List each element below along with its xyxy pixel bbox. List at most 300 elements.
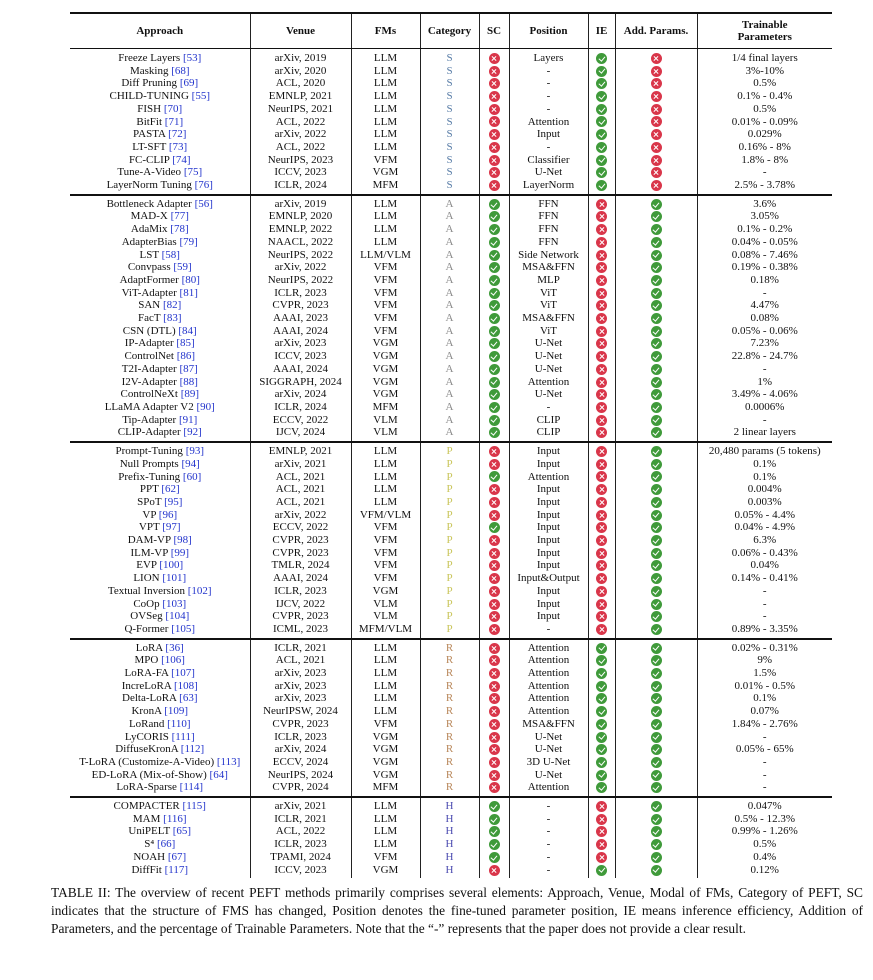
citation-link[interactable]: [95] (164, 495, 183, 508)
approach-cell (70, 825, 250, 838)
trainable-params-cell: 1/4 final layers (697, 49, 832, 65)
citation-link[interactable]: [78] (170, 223, 189, 236)
venue-cell: AAAI, 2024 (250, 572, 351, 585)
check-icon (596, 78, 607, 89)
citation-link[interactable]: [110] (167, 717, 191, 730)
cross-icon (489, 643, 500, 654)
check-icon (596, 66, 607, 77)
position-cell: Attention (509, 639, 588, 655)
add-params-cell (615, 743, 697, 756)
check-icon (651, 427, 662, 438)
ie-cell (588, 769, 615, 782)
citation-link[interactable]: [115] (182, 800, 206, 813)
check-icon (596, 757, 607, 768)
venue-cell: AAAI, 2024 (250, 325, 351, 338)
add-params-cell (615, 610, 697, 623)
citation-link[interactable]: [99] (170, 546, 190, 559)
citation-link[interactable]: [113] (216, 755, 241, 768)
ie-cell (588, 718, 615, 731)
add-params-cell (615, 667, 697, 680)
ie-cell (588, 116, 615, 129)
trainable-params-cell: - (697, 363, 832, 376)
citation-link[interactable]: [83] (163, 312, 182, 325)
table-row (70, 534, 832, 547)
check-icon (651, 826, 662, 837)
citation-link[interactable]: [53] (182, 52, 202, 64)
citation-link[interactable]: [71] (164, 115, 184, 128)
sc-cell (479, 249, 509, 262)
approach-cell (70, 350, 250, 363)
sc-cell (479, 236, 509, 249)
citation-link[interactable]: [97] (162, 521, 181, 534)
trainable-params-cell: 0.1% (697, 471, 832, 484)
cross-icon (596, 497, 607, 508)
check-icon (651, 706, 662, 717)
approach-name: Masking (129, 64, 169, 77)
position-cell: - (509, 77, 588, 90)
citation-link[interactable]: [79] (179, 235, 198, 248)
cross-icon (596, 484, 607, 495)
sc-cell (479, 376, 509, 389)
fms-cell: VFM (351, 534, 420, 547)
citation-link[interactable]: [96] (158, 508, 178, 521)
trainable-params-cell: 0.05% - 4.4% (697, 509, 832, 522)
trainable-params-cell: 0.5% (697, 838, 832, 851)
cross-icon (489, 104, 500, 115)
citation-link[interactable]: [106] (161, 654, 185, 667)
header-fms: FMs (351, 13, 420, 49)
approach-cell (70, 236, 250, 249)
position-cell: - (509, 65, 588, 78)
position-cell: U-Net (509, 166, 588, 179)
table-row (70, 116, 832, 129)
citation-link[interactable]: [80] (181, 273, 200, 286)
fms-cell: VFM/VLM (351, 509, 420, 522)
approach-name: AdapterBias (121, 235, 177, 248)
citation-link[interactable]: [103] (162, 597, 187, 610)
citation-link[interactable]: [93] (185, 445, 205, 458)
table-row (70, 458, 832, 471)
ie-cell (588, 103, 615, 116)
check-icon (651, 288, 662, 299)
position-cell: Input (509, 521, 588, 534)
check-icon (489, 402, 500, 413)
cross-icon (596, 599, 607, 610)
trainable-params-cell: 0.4% (697, 851, 832, 864)
header-sc: SC (479, 13, 509, 49)
citation-link[interactable]: [81] (179, 286, 198, 299)
category-cell: P (420, 585, 479, 598)
ie-cell (588, 598, 615, 611)
approach-cell (70, 179, 250, 195)
check-icon (489, 377, 500, 388)
add-params-cell (615, 654, 697, 667)
check-icon (651, 535, 662, 546)
fms-cell: VGM (351, 337, 420, 350)
category-cell: A (420, 363, 479, 376)
add-params-cell (615, 414, 697, 427)
position-cell: Input (509, 442, 588, 458)
approach-cell (70, 287, 250, 300)
cross-icon (596, 814, 607, 825)
check-icon (489, 351, 500, 362)
position-cell: Input (509, 534, 588, 547)
position-cell: Attention (509, 781, 588, 797)
check-icon (651, 250, 662, 261)
category-cell: S (420, 103, 479, 116)
cross-icon (596, 300, 607, 311)
position-cell: CLIP (509, 426, 588, 442)
header-trainable-params: Trainable Parameters (697, 13, 832, 49)
check-icon (596, 643, 607, 654)
table-row (70, 559, 832, 572)
check-icon (596, 655, 607, 666)
ie-cell (588, 813, 615, 826)
approach-cell (70, 639, 250, 655)
fms-cell: LLM (351, 116, 420, 129)
citation-link[interactable]: [67] (167, 850, 187, 863)
ie-cell (588, 547, 615, 560)
table-row (70, 813, 832, 826)
citation-link[interactable]: [89] (180, 388, 200, 401)
sc-cell (479, 585, 509, 598)
cross-icon (596, 237, 607, 248)
check-icon (489, 364, 500, 375)
category-cell: A (420, 236, 479, 249)
check-icon (651, 338, 662, 349)
approach-name: Prompt-Tuning (115, 445, 183, 458)
sc-cell (479, 77, 509, 90)
citation-link[interactable]: [76] (194, 179, 213, 192)
check-icon (651, 237, 662, 248)
cross-icon (651, 116, 662, 127)
ie-cell (588, 141, 615, 154)
position-cell: Attention (509, 705, 588, 718)
venue-cell: arXiv, 2024 (250, 388, 351, 401)
fms-cell: LLM (351, 77, 420, 90)
check-icon (596, 744, 607, 755)
table-row (70, 337, 832, 350)
approach-cell (70, 471, 250, 484)
approach-cell (70, 274, 250, 287)
check-icon (651, 852, 662, 863)
citation-link[interactable]: [72] (168, 128, 187, 141)
table-row (70, 103, 832, 116)
table-caption: TABLE II: The overview of recent PEFT methods primarily comprises several elements: Approach, Venue, Modal of FMs, Category of PEFT, SC indicates that the structure of FMS has changed, Position denotes the fine-tuned parameter position, IE means inference efficiency, Addition of Parameters, and the percentage of Trainable Parameters. Note that the “-” represents that the paper does not provide a clear result. (51, 885, 863, 937)
cross-icon (596, 262, 607, 273)
citation-link[interactable]: [68] (171, 64, 190, 77)
category-cell: H (420, 797, 479, 813)
add-params-cell (615, 756, 697, 769)
fms-cell: VFM (351, 261, 420, 274)
cross-icon (651, 155, 662, 166)
citation-link[interactable]: [98] (173, 534, 192, 547)
venue-cell: arXiv, 2020 (250, 65, 351, 78)
trainable-params-cell: 0.1% - 0.2% (697, 223, 832, 236)
category-cell: R (420, 705, 479, 718)
citation-link[interactable]: [58] (161, 248, 180, 261)
citation-link[interactable]: [87] (179, 362, 198, 375)
citation-link[interactable]: [77] (170, 210, 189, 223)
check-icon (489, 313, 500, 324)
trainable-params-cell: 0.5% - 12.3% (697, 813, 832, 826)
approach-cell (70, 116, 250, 129)
approach-name: FC-CLIP (128, 153, 170, 166)
add-params-cell (615, 376, 697, 389)
position-cell: Input (509, 585, 588, 598)
citation-link[interactable]: [60] (182, 470, 202, 483)
trainable-params-cell: 9% (697, 654, 832, 667)
fms-cell: VFM (351, 547, 420, 560)
check-icon (651, 693, 662, 704)
cross-icon (489, 66, 500, 77)
sc-cell (479, 287, 509, 300)
trainable-params-cell: 20,480 params (5 tokens) (697, 442, 832, 458)
table-row (70, 363, 832, 376)
category-cell: S (420, 116, 479, 129)
category-cell: P (420, 572, 479, 585)
fms-cell: LLM (351, 236, 420, 249)
trainable-params-cell: 0.99% - 1.26% (697, 825, 832, 838)
citation-link[interactable]: [84] (178, 324, 197, 337)
table-row (70, 769, 832, 782)
check-icon (651, 611, 662, 622)
table-row (70, 483, 832, 496)
ie-cell (588, 401, 615, 414)
check-icon (651, 497, 662, 508)
citation-link[interactable]: [116] (163, 812, 187, 825)
add-params-cell (615, 769, 697, 782)
ie-cell (588, 692, 615, 705)
citation-link[interactable]: [75] (183, 166, 203, 179)
venue-cell: CVPR, 2023 (250, 299, 351, 312)
citation-link[interactable]: [117] (164, 863, 189, 876)
approach-name: FacT (138, 312, 161, 325)
position-cell: - (509, 825, 588, 838)
position-cell: - (509, 141, 588, 154)
sc-cell (479, 610, 509, 623)
table-row (70, 350, 832, 363)
citation-link[interactable]: [64] (209, 768, 228, 781)
ie-cell (588, 680, 615, 693)
citation-link[interactable]: [85] (176, 337, 195, 350)
sc-cell (479, 325, 509, 338)
fms-cell: LLM (351, 705, 420, 718)
table-row (70, 471, 832, 484)
approach-cell (70, 654, 250, 667)
table-row (70, 509, 832, 522)
citation-link[interactable]: [74] (172, 153, 191, 166)
approach-name: Convpass (127, 261, 171, 274)
table-row (70, 65, 832, 78)
citation-link[interactable]: [109] (164, 705, 189, 718)
citation-link[interactable]: [86] (176, 350, 196, 363)
position-cell: MSA&FFN (509, 718, 588, 731)
venue-cell: ICCV, 2023 (250, 166, 351, 179)
trainable-params-cell: 0.18% (697, 274, 832, 287)
venue-cell: arXiv, 2023 (250, 667, 351, 680)
approach-cell (70, 718, 250, 731)
position-cell: ViT (509, 299, 588, 312)
venue-cell: arXiv, 2022 (250, 509, 351, 522)
ie-cell (588, 483, 615, 496)
check-icon (651, 801, 662, 812)
add-params-cell (615, 442, 697, 458)
citation-link[interactable]: [65] (172, 825, 192, 838)
citation-link[interactable]: [36] (165, 641, 184, 654)
check-icon (651, 377, 662, 388)
citation-link[interactable]: [59] (173, 261, 192, 274)
check-icon (651, 865, 662, 876)
table-row (70, 781, 832, 797)
cross-icon (489, 459, 500, 470)
citation-link[interactable]: [105] (171, 622, 196, 635)
citation-link[interactable]: [66] (156, 838, 176, 851)
venue-cell: CVPR, 2023 (250, 610, 351, 623)
check-icon (651, 522, 662, 533)
approach-name: FISH (137, 102, 162, 115)
sc-cell (479, 718, 509, 731)
table-row (70, 667, 832, 680)
approach-cell (70, 337, 250, 350)
citation-link[interactable]: [92] (183, 426, 202, 439)
category-cell: H (420, 864, 479, 879)
ie-cell (588, 521, 615, 534)
trainable-params-cell: 1.84% - 2.76% (697, 718, 832, 731)
ie-cell (588, 781, 615, 797)
fms-cell: VGM (351, 731, 420, 744)
trainable-params-cell: - (697, 610, 832, 623)
category-cell: H (420, 851, 479, 864)
table-row (70, 838, 832, 851)
approach-name: ControlNeXt (120, 388, 178, 401)
cross-icon (489, 91, 500, 102)
citation-link[interactable]: [94] (181, 457, 200, 470)
approach-cell (70, 521, 250, 534)
venue-cell: arXiv, 2019 (250, 49, 351, 65)
fms-cell: VGM (351, 388, 420, 401)
category-cell: A (420, 210, 479, 223)
citation-link[interactable]: [88] (179, 375, 198, 388)
citation-link[interactable]: [69] (179, 77, 199, 90)
category-cell: A (420, 249, 479, 262)
approach-name: LION (133, 572, 160, 585)
add-params-cell (615, 521, 697, 534)
cross-icon (489, 693, 500, 704)
cross-icon (596, 275, 607, 286)
cross-icon (596, 338, 607, 349)
venue-cell: SIGGRAPH, 2024 (250, 376, 351, 389)
citation-link[interactable]: [91] (178, 413, 198, 426)
check-icon (651, 211, 662, 222)
check-icon (489, 224, 500, 235)
position-cell: Attention (509, 471, 588, 484)
sc-cell (479, 458, 509, 471)
add-params-cell (615, 299, 697, 312)
table-row (70, 864, 832, 879)
citation-link[interactable]: [112] (180, 743, 205, 756)
sc-cell (479, 496, 509, 509)
check-icon (489, 522, 500, 533)
cross-icon (489, 624, 500, 635)
category-cell: P (420, 559, 479, 572)
table-row (70, 249, 832, 262)
cross-icon (596, 548, 607, 559)
citation-link[interactable]: [111] (171, 730, 195, 743)
citation-link[interactable]: [107] (171, 667, 195, 680)
citation-link[interactable]: [82] (162, 299, 182, 312)
add-params-cell (615, 154, 697, 167)
citation-link[interactable]: [114] (179, 781, 204, 794)
sc-cell (479, 547, 509, 560)
fms-cell: LLM (351, 654, 420, 667)
fms-cell: LLM (351, 210, 420, 223)
position-cell: Input (509, 128, 588, 141)
citation-link[interactable]: [73] (168, 140, 188, 153)
venue-cell: CVPR, 2023 (250, 534, 351, 547)
cross-icon (651, 167, 662, 178)
approach-name: IP-Adapter (124, 337, 174, 350)
fms-cell: VGM (351, 363, 420, 376)
check-icon (596, 167, 607, 178)
approach-name: IncreLoRA (121, 679, 172, 692)
position-cell: MSA&FFN (509, 312, 588, 325)
add-params-cell (615, 116, 697, 129)
approach-name: CSN (DTL) (122, 324, 176, 337)
sc-cell (479, 223, 509, 236)
add-params-cell (615, 639, 697, 655)
citation-link[interactable]: [55] (191, 90, 210, 103)
position-cell: Input (509, 458, 588, 471)
add-params-cell (615, 572, 697, 585)
add-params-cell (615, 598, 697, 611)
venue-cell: ICLR, 2024 (250, 179, 351, 195)
fms-cell: MFM/VLM (351, 623, 420, 639)
position-cell: Attention (509, 376, 588, 389)
approach-name: CHILD-TUNING (109, 90, 189, 103)
table-row (70, 654, 832, 667)
citation-link[interactable]: [102] (187, 584, 212, 597)
table-row (70, 128, 832, 141)
fms-cell: LLM (351, 141, 420, 154)
approach-name: LST (139, 248, 159, 261)
add-params-cell (615, 797, 697, 813)
citation-link[interactable]: [70] (163, 102, 183, 115)
citation-link[interactable]: [90] (196, 400, 215, 413)
citation-link[interactable]: [63] (179, 692, 198, 705)
table-row (70, 376, 832, 389)
citation-link[interactable]: [100] (159, 559, 184, 572)
approach-name: CoOp (133, 597, 160, 610)
add-params-cell (615, 705, 697, 718)
cross-icon (651, 66, 662, 77)
citation-link[interactable]: [56] (194, 197, 213, 210)
ie-cell (588, 299, 615, 312)
approach-cell (70, 154, 250, 167)
citation-link[interactable]: [104] (165, 610, 190, 623)
citation-link[interactable]: [108] (173, 679, 198, 692)
trainable-params-cell: 22.8% - 24.7% (697, 350, 832, 363)
table-row (70, 851, 832, 864)
fms-cell: LLM (351, 797, 420, 813)
check-icon (489, 250, 500, 261)
sc-cell (479, 337, 509, 350)
category-cell: P (420, 598, 479, 611)
ie-cell (588, 705, 615, 718)
check-icon (651, 364, 662, 375)
citation-link[interactable]: [101] (162, 572, 187, 585)
citation-link[interactable]: [62] (161, 483, 180, 496)
